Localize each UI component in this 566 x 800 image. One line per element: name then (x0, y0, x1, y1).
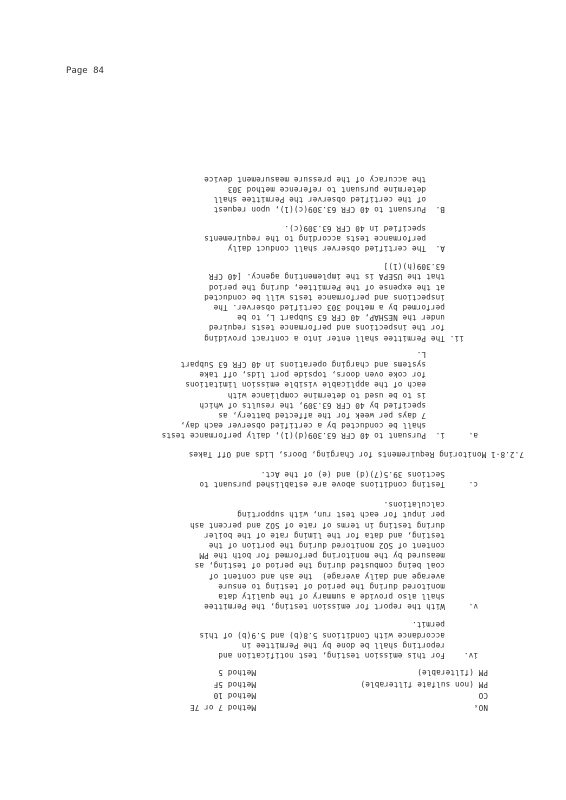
text-line: inspections and performance tests will be conducted (204, 292, 478, 302)
text-line: 7.2.8-1 Monitoring Requirements for Charging, Doors, Lids and Off Takes (188, 449, 524, 459)
table-label: NOₓ (473, 703, 488, 712)
text-line: testing, and data for the liming rate of the boiler (204, 530, 478, 540)
text-line: 63.309(h)(1)] (383, 262, 478, 272)
text-line: coal being combusted during the period of testing, as (194, 561, 478, 571)
text-line: during testing in terms of rate of SO2 and percent ash (189, 520, 478, 530)
text-line: average and daily average) the ash and content of (208, 571, 478, 581)
text-line: ii. The Permittee shall enter into a contract providing (204, 333, 478, 343)
text-line: the accuracy of the pressure measurement device (204, 174, 478, 184)
table-method: Method 7 or 7E (189, 703, 256, 712)
text-line: B. Pursuant to 40 CFR 63.309(c)(1), upon request (213, 205, 478, 215)
text-line: determine pursuant to reference method 303 (227, 185, 478, 194)
text-line: under the NESHAP, 40 CFR 63 Subpart L, to be (237, 313, 478, 323)
text-line: is to be used to determine compliance with (227, 390, 478, 400)
text-line: v. With the report for emission testing, the Permittee (204, 602, 478, 612)
text-line: for the inspections and performance tests required (208, 323, 478, 333)
table-method: Method 10 (213, 691, 256, 701)
table-label: CO (478, 691, 488, 701)
table-method: Method 5 (218, 668, 256, 678)
text-line: that the USEPA is the implementing agency. [40 CFR (208, 272, 478, 282)
text-line: Sections 39.5(7)(d) and (e) of the Act. (260, 469, 478, 479)
text-line: for coke oven doors, topside port lids, off take (199, 370, 478, 380)
text-line: per input for each test run, with supporting (237, 510, 478, 520)
text-line: L. (416, 349, 478, 359)
text-line: permit. (411, 620, 478, 630)
table-method: Method 5F (213, 680, 256, 689)
text-line: reporting shall be done by the Permittee in (241, 640, 478, 650)
text-line: specified in 40 CFR 63.309(c). (284, 223, 478, 233)
table-label: PM (filterable) (417, 668, 488, 678)
text-line: shall be conducted by a certified observer each day, (180, 421, 478, 431)
table-label: PM (non sulfate filterable) (360, 680, 488, 689)
text-line: accordance with Conditions 5.8(b) and 5.9(b) of this (199, 630, 478, 640)
text-line: c. Testing conditions above are established pursuant to (199, 480, 478, 489)
text-line: systems and charging operations in 40 CFR 63 Subpart (180, 360, 478, 369)
text-line: monitored during the period of testing to ensure (218, 581, 478, 591)
text-line: a. i. Pursuant to 40 CFR 63.309(d)(1), daily performance tests (161, 431, 478, 441)
text-line: measured by the monitoring performed for both the PM (199, 551, 478, 561)
text-line: specified by 40 CFR 63.309, the results of which (199, 400, 478, 410)
page-number: Page 84 (66, 66, 104, 76)
text-line: content of SO2 monitored during the portion of the (208, 541, 478, 550)
text-line: calculations. (383, 500, 478, 510)
text-line: at the expense of the Permittee, during the period (208, 282, 478, 292)
text-line: shall also provide a summary of the quality data (218, 592, 478, 601)
text-line: A. The certified observer shall conduct daily (227, 244, 478, 253)
text-line: performance tests according to the requirements (204, 233, 478, 243)
text-line: each of the applicable visible emission limitations (185, 380, 478, 390)
text-line: 7 days per week for the affected battery, as (218, 411, 478, 420)
text-line: of the certified observer the Permittee shall (213, 195, 478, 205)
text-line: performed by a method 303 certified observer. The (213, 303, 478, 312)
text-line: iv. For this emission testing, test notification and (218, 651, 478, 660)
